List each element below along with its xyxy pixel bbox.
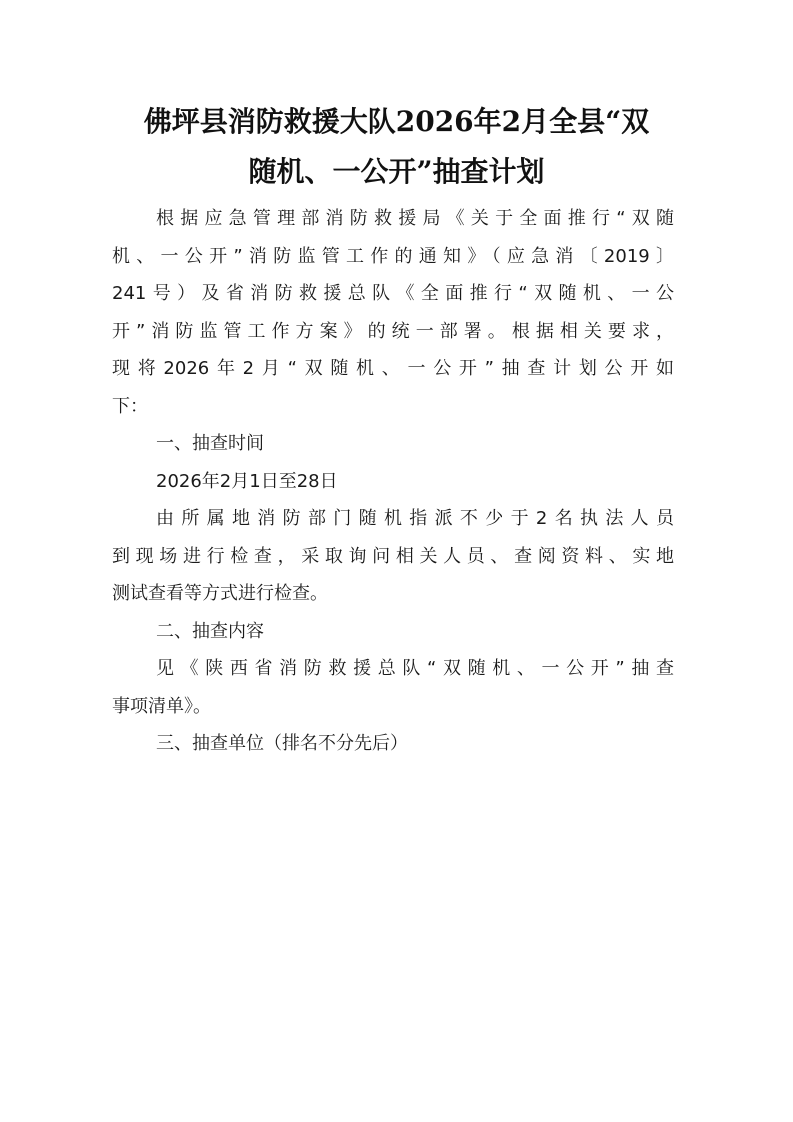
paragraph-line: 机、一公开”消防监管工作的通知》（应急消〔2019〕 <box>112 245 674 267</box>
document-title-line-2: 随机、一公开”抽查计划 <box>248 155 545 188</box>
paragraph-line: 下： <box>112 395 148 417</box>
paragraph-line: 开”消防监管工作方案》的统一部署。根据相关要求， <box>112 320 674 342</box>
document-title <box>110 97 683 197</box>
paragraph-line: 到现场进行检查，采取询问相关人员、查阅资料、实地 <box>112 545 674 567</box>
paragraph-line: 根据应急管理部消防救援局《关于全面推行“双随 <box>156 208 674 229</box>
document-title-line-1: 佛坪县消防救援大队2026年2月全县“双 <box>143 105 650 138</box>
paragraph-line: 见《陕西省消防救援总队“双随机、一公开”抽查 <box>156 658 674 679</box>
inspection-date-range: 2026年2月1日至28日 <box>156 470 338 492</box>
document-body <box>112 200 674 763</box>
paragraph-line: 241号）及省消防救援总队《全面推行“双随机、一公 <box>112 283 674 304</box>
paragraph-line: 现将2026年2月“双随机、一公开”抽查计划公开如 <box>112 358 674 379</box>
intro-paragraph <box>112 200 674 425</box>
section-heading-units: 三、抽查单位（排名不分先后） <box>156 733 408 754</box>
paragraph-line: 由所属地消防部门随机指派不少于2名执法人员 <box>156 508 674 529</box>
section-heading-content: 二、抽查内容 <box>156 620 264 642</box>
section-heading-time: 一、抽查时间 <box>156 433 264 454</box>
paragraph-line: 测试查看等方式进行检查。 <box>112 583 328 604</box>
paragraph-line: 事项清单》。 <box>112 695 211 717</box>
content-paragraph <box>112 650 674 725</box>
method-paragraph <box>112 500 674 613</box>
